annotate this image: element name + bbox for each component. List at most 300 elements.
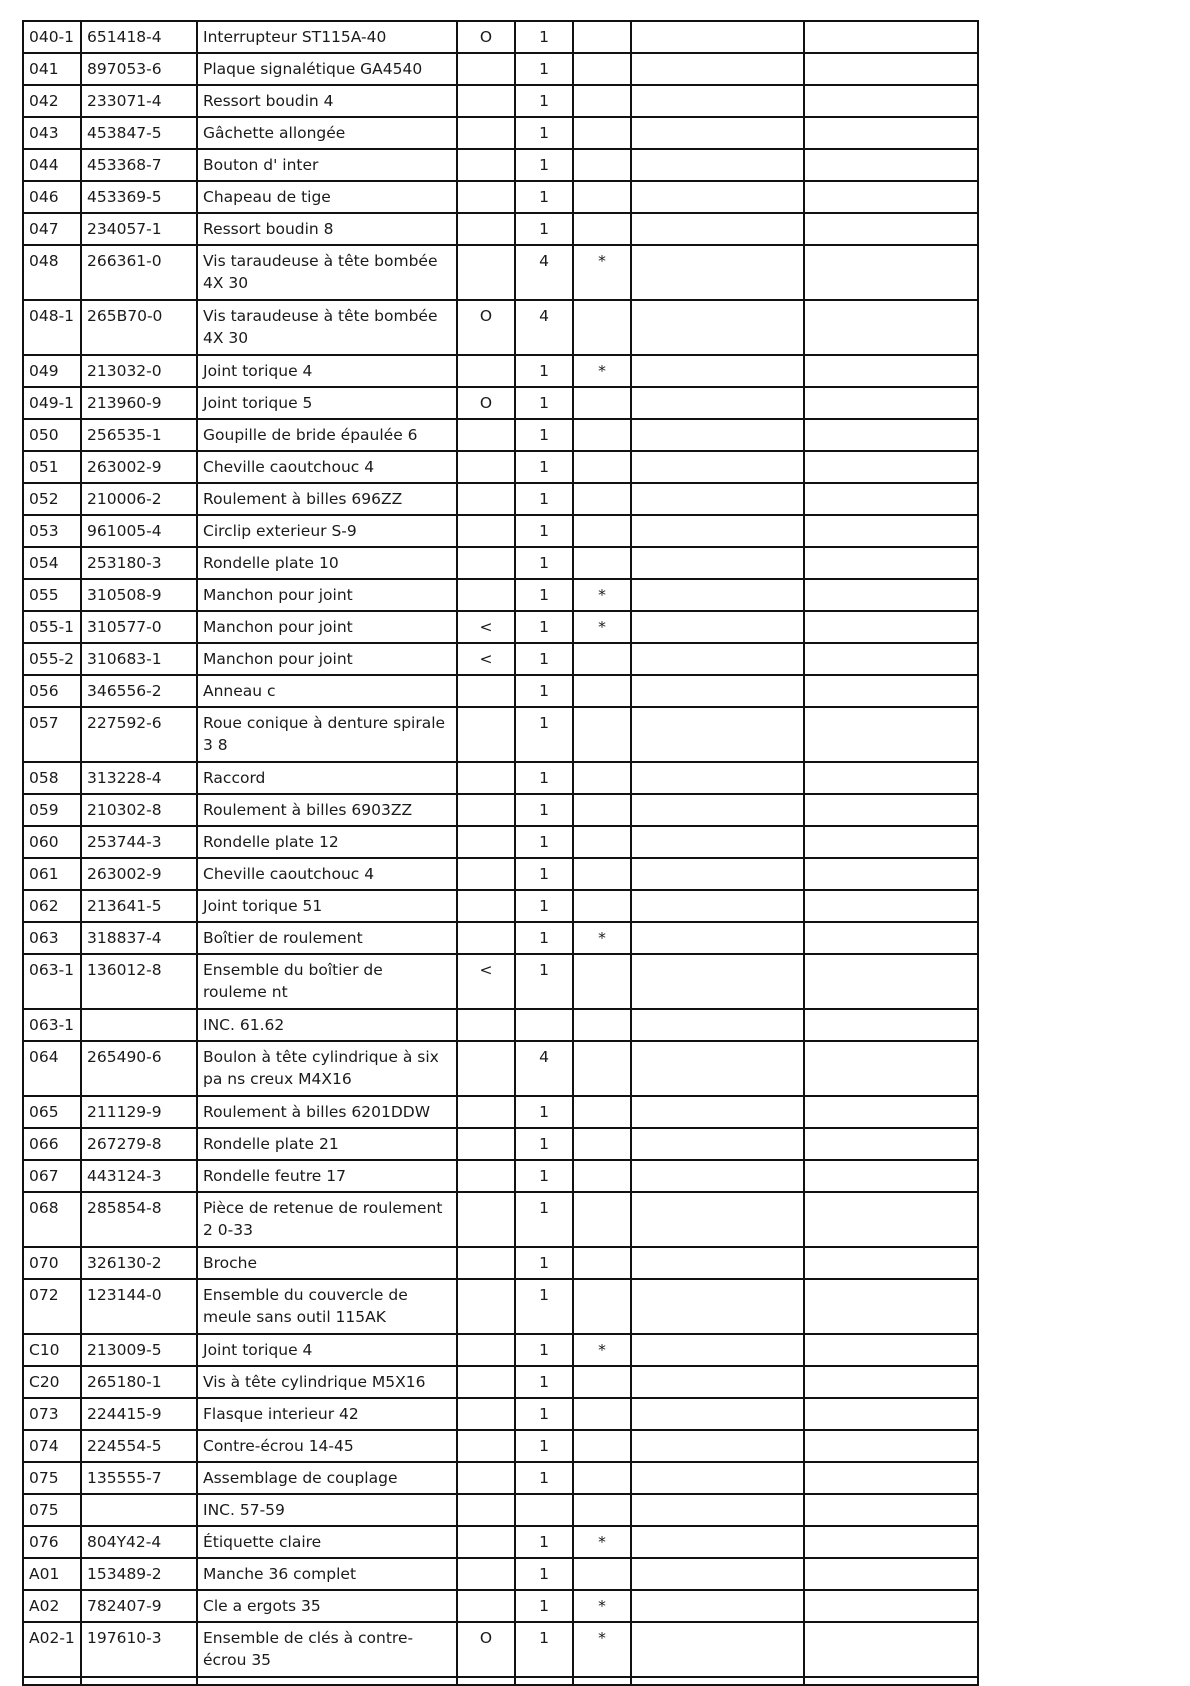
- empty-cell: [804, 858, 978, 890]
- quantity-cell: 1: [515, 858, 573, 890]
- ref-number-cell: 051: [23, 451, 81, 483]
- flag-cell: [457, 85, 515, 117]
- quantity-cell: 1: [515, 515, 573, 547]
- part-number-cell: 897053-6: [81, 53, 197, 85]
- table-row: [23, 1009, 978, 1041]
- empty-cell: [631, 53, 804, 85]
- flag-cell: [457, 451, 515, 483]
- part-number-cell: 123144-0: [81, 1279, 197, 1334]
- note-marker-cell: [573, 1279, 631, 1334]
- note-marker-cell: *: [573, 1590, 631, 1622]
- part-number-cell: 136012-8: [81, 954, 197, 1009]
- empty-cell: [804, 1334, 978, 1366]
- empty-cell: [804, 1398, 978, 1430]
- table-row: [23, 1590, 978, 1622]
- part-number-cell: 197610-3: [81, 1622, 197, 1677]
- table-row: [23, 547, 978, 579]
- quantity-cell: 1: [515, 922, 573, 954]
- flag-cell: [457, 826, 515, 858]
- note-marker-cell: *: [573, 611, 631, 643]
- part-number-cell: 233071-4: [81, 85, 197, 117]
- quantity-cell: 1: [515, 117, 573, 149]
- part-number-cell: 310577-0: [81, 611, 197, 643]
- empty-cell: [631, 890, 804, 922]
- note-marker-cell: *: [573, 1622, 631, 1677]
- empty-cell: [631, 922, 804, 954]
- part-number-cell: 263002-9: [81, 858, 197, 890]
- description-cell: Rondelle plate 10: [197, 547, 457, 579]
- empty-cell: [804, 53, 978, 85]
- ref-number-cell: 049-1: [23, 387, 81, 419]
- note-marker-cell: *: [573, 579, 631, 611]
- ref-number-cell: 043: [23, 117, 81, 149]
- quantity-cell: 1: [515, 1160, 573, 1192]
- description-cell: Manchon pour joint: [197, 579, 457, 611]
- ref-number-cell: 052: [23, 483, 81, 515]
- table-row: [23, 826, 978, 858]
- ref-number-cell: 067: [23, 1160, 81, 1192]
- note-marker-cell: [573, 643, 631, 675]
- note-marker-cell: [573, 890, 631, 922]
- table-row: [23, 1334, 978, 1366]
- empty-cell: [804, 890, 978, 922]
- note-marker-cell: [573, 762, 631, 794]
- flag-cell: [457, 1096, 515, 1128]
- note-marker-cell: *: [573, 922, 631, 954]
- quantity-cell: 1: [515, 1192, 573, 1247]
- part-number-cell: 253744-3: [81, 826, 197, 858]
- empty-cell: [804, 1526, 978, 1558]
- empty-cell: [631, 451, 804, 483]
- empty-cell: [631, 300, 804, 355]
- part-number-cell: 265490-6: [81, 1041, 197, 1096]
- flag-cell: [457, 1558, 515, 1590]
- description-cell: Anneau c: [197, 675, 457, 707]
- flag-cell: [457, 1462, 515, 1494]
- ref-number-cell: 055: [23, 579, 81, 611]
- table-row: [23, 53, 978, 85]
- description-cell: Bouton d' inter: [197, 149, 457, 181]
- flag-cell: [457, 890, 515, 922]
- part-number-cell: 346556-2: [81, 675, 197, 707]
- part-number-cell: 211129-9: [81, 1096, 197, 1128]
- note-marker-cell: [573, 451, 631, 483]
- table-row: [23, 858, 978, 890]
- flag-cell: [457, 1192, 515, 1247]
- note-marker-cell: [573, 1462, 631, 1494]
- empty-cell: [631, 1160, 804, 1192]
- part-number-cell: 213641-5: [81, 890, 197, 922]
- part-number-cell: 224554-5: [81, 1430, 197, 1462]
- ref-number-cell: 044: [23, 149, 81, 181]
- empty-cell: [631, 355, 804, 387]
- table-row: [23, 1096, 978, 1128]
- empty-cell: [804, 1622, 978, 1677]
- table-row: [23, 1041, 978, 1096]
- table-row: [23, 611, 978, 643]
- quantity-cell: 1: [515, 1590, 573, 1622]
- flag-cell: [457, 1677, 515, 1685]
- empty-cell: [631, 1334, 804, 1366]
- part-number-cell: 326130-2: [81, 1247, 197, 1279]
- description-cell: Goupille de bride épaulée 6: [197, 419, 457, 451]
- table-row: [23, 213, 978, 245]
- description-cell: Ensemble de clés à contre-écrou 35: [197, 1622, 457, 1677]
- flag-cell: [457, 181, 515, 213]
- description-cell: Circlip exterieur S-9: [197, 515, 457, 547]
- table-row: [23, 922, 978, 954]
- quantity-cell: 1: [515, 181, 573, 213]
- part-number-cell: 267279-8: [81, 1128, 197, 1160]
- description-cell: INC. 61.62: [197, 1009, 457, 1041]
- ref-number-cell: 049: [23, 355, 81, 387]
- table-row: [23, 579, 978, 611]
- table-row: [23, 1430, 978, 1462]
- part-number-cell: 453368-7: [81, 149, 197, 181]
- flag-cell: [457, 419, 515, 451]
- empty-cell: [631, 762, 804, 794]
- flag-cell: [457, 515, 515, 547]
- flag-cell: [457, 1041, 515, 1096]
- note-marker-cell: [573, 1677, 631, 1685]
- note-marker-cell: [573, 1041, 631, 1096]
- parts-table-body: [23, 21, 978, 1685]
- note-marker-cell: [573, 387, 631, 419]
- description-cell: Chapeau de tige: [197, 181, 457, 213]
- ref-number-cell: 055-2: [23, 643, 81, 675]
- empty-cell: [804, 1558, 978, 1590]
- flag-cell: <: [457, 643, 515, 675]
- empty-cell: [631, 181, 804, 213]
- note-marker-cell: *: [573, 1526, 631, 1558]
- quantity-cell: 1: [515, 1279, 573, 1334]
- ref-number-cell: A02-1: [23, 1622, 81, 1677]
- quantity-cell: 4: [515, 300, 573, 355]
- ref-number-cell: 060: [23, 826, 81, 858]
- part-number-cell: 224415-9: [81, 1398, 197, 1430]
- quantity-cell: 1: [515, 794, 573, 826]
- table-row: [23, 387, 978, 419]
- description-cell: Manchon pour joint: [197, 643, 457, 675]
- part-number-cell: 263002-9: [81, 451, 197, 483]
- empty-cell: [804, 181, 978, 213]
- table-row: [23, 181, 978, 213]
- empty-cell: [804, 1462, 978, 1494]
- empty-cell: [804, 922, 978, 954]
- quantity-cell: 1: [515, 547, 573, 579]
- empty-cell: [631, 675, 804, 707]
- flag-cell: [457, 1247, 515, 1279]
- flag-cell: O: [457, 21, 515, 53]
- flag-cell: [457, 213, 515, 245]
- description-cell: Cle a ergots 35: [197, 1590, 457, 1622]
- quantity-cell: 1: [515, 21, 573, 53]
- quantity-cell: 4: [515, 245, 573, 300]
- description-cell: INC. 57-59: [197, 1494, 457, 1526]
- empty-cell: [631, 483, 804, 515]
- empty-cell: [631, 547, 804, 579]
- note-marker-cell: [573, 1009, 631, 1041]
- description-cell: Vis taraudeuse à tête bombée 4X 30: [197, 300, 457, 355]
- empty-cell: [804, 579, 978, 611]
- flag-cell: [457, 1494, 515, 1526]
- empty-cell: [631, 1494, 804, 1526]
- empty-cell: [804, 213, 978, 245]
- empty-cell: [804, 483, 978, 515]
- table-row: [23, 1677, 978, 1685]
- quantity-cell: 1: [515, 643, 573, 675]
- note-marker-cell: *: [573, 355, 631, 387]
- note-marker-cell: [573, 515, 631, 547]
- empty-cell: [804, 1430, 978, 1462]
- flag-cell: O: [457, 300, 515, 355]
- table-row: [23, 707, 978, 762]
- note-marker-cell: [573, 858, 631, 890]
- empty-cell: [631, 826, 804, 858]
- table-row: [23, 419, 978, 451]
- description-cell: Contre-écrou 14-45: [197, 1430, 457, 1462]
- ref-number-cell: 062: [23, 890, 81, 922]
- empty-cell: [804, 1160, 978, 1192]
- empty-cell: [631, 1622, 804, 1677]
- empty-cell: [631, 245, 804, 300]
- part-number-cell: 804Y42-4: [81, 1526, 197, 1558]
- part-number-cell: 227592-6: [81, 707, 197, 762]
- ref-number-cell: 075: [23, 1494, 81, 1526]
- flag-cell: [457, 675, 515, 707]
- quantity-cell: 1: [515, 1366, 573, 1398]
- flag-cell: O: [457, 1622, 515, 1677]
- ref-number-cell: 058: [23, 762, 81, 794]
- note-marker-cell: [573, 149, 631, 181]
- ref-number-cell: 064: [23, 1041, 81, 1096]
- quantity-cell: 1: [515, 1128, 573, 1160]
- flag-cell: [457, 1279, 515, 1334]
- ref-number-cell: 054: [23, 547, 81, 579]
- part-number-cell: 285854-8: [81, 1192, 197, 1247]
- note-marker-cell: [573, 707, 631, 762]
- note-marker-cell: [573, 954, 631, 1009]
- empty-cell: [631, 1590, 804, 1622]
- flag-cell: [457, 1526, 515, 1558]
- ref-number-cell: 048: [23, 245, 81, 300]
- description-cell: Rondelle plate 21: [197, 1128, 457, 1160]
- note-marker-cell: [573, 794, 631, 826]
- flag-cell: [457, 794, 515, 826]
- ref-number-cell: 072: [23, 1279, 81, 1334]
- flag-cell: [457, 53, 515, 85]
- empty-cell: [631, 515, 804, 547]
- note-marker-cell: [573, 1430, 631, 1462]
- note-marker-cell: [573, 675, 631, 707]
- ref-number-cell: 041: [23, 53, 81, 85]
- description-cell: Boîtier de roulement: [197, 922, 457, 954]
- part-number-cell: 313228-4: [81, 762, 197, 794]
- part-number-cell: 210006-2: [81, 483, 197, 515]
- description-cell: Interrupteur ST115A-40: [197, 21, 457, 53]
- empty-cell: [631, 1398, 804, 1430]
- flag-cell: [457, 355, 515, 387]
- table-row: [23, 149, 978, 181]
- description-cell: Joint torique 51: [197, 890, 457, 922]
- ref-number-cell: A02: [23, 1590, 81, 1622]
- part-number-cell: 265180-1: [81, 1366, 197, 1398]
- note-marker-cell: *: [573, 1334, 631, 1366]
- flag-cell: [457, 117, 515, 149]
- note-marker-cell: [573, 1160, 631, 1192]
- empty-cell: [804, 762, 978, 794]
- table-row: [23, 890, 978, 922]
- table-row: [23, 762, 978, 794]
- empty-cell: [631, 149, 804, 181]
- flag-cell: [457, 1334, 515, 1366]
- description-cell: Ressort boudin 8: [197, 213, 457, 245]
- table-row: [23, 117, 978, 149]
- description-cell: Broche: [197, 1247, 457, 1279]
- description-cell: Ressort boudin 4: [197, 85, 457, 117]
- note-marker-cell: [573, 85, 631, 117]
- part-number-cell: 310683-1: [81, 643, 197, 675]
- ref-number-cell: 063-1: [23, 1009, 81, 1041]
- part-number-cell: 310508-9: [81, 579, 197, 611]
- note-marker-cell: [573, 213, 631, 245]
- table-row: [23, 794, 978, 826]
- flag-cell: [457, 1009, 515, 1041]
- quantity-cell: 1: [515, 1430, 573, 1462]
- part-number-cell: 213032-0: [81, 355, 197, 387]
- part-number-cell: 961005-4: [81, 515, 197, 547]
- table-row: [23, 451, 978, 483]
- ref-number-cell: 074: [23, 1430, 81, 1462]
- empty-cell: [631, 213, 804, 245]
- part-number-cell: 213009-5: [81, 1334, 197, 1366]
- empty-cell: [631, 1041, 804, 1096]
- quantity-cell: [515, 1009, 573, 1041]
- empty-cell: [631, 21, 804, 53]
- note-marker-cell: [573, 1247, 631, 1279]
- description-cell: Roulement à billes 696ZZ: [197, 483, 457, 515]
- empty-cell: [804, 1366, 978, 1398]
- ref-number-cell: 042: [23, 85, 81, 117]
- part-number-cell: 266361-0: [81, 245, 197, 300]
- description-cell: Cheville caoutchouc 4: [197, 858, 457, 890]
- empty-cell: [631, 858, 804, 890]
- empty-cell: [631, 643, 804, 675]
- flag-cell: [457, 483, 515, 515]
- table-row: [23, 355, 978, 387]
- empty-cell: [631, 419, 804, 451]
- part-number-cell: [81, 1009, 197, 1041]
- description-cell: Roulement à billes 6201DDW: [197, 1096, 457, 1128]
- flag-cell: [457, 245, 515, 300]
- empty-cell: [804, 643, 978, 675]
- note-marker-cell: [573, 1398, 631, 1430]
- ref-number-cell: 065: [23, 1096, 81, 1128]
- empty-cell: [631, 707, 804, 762]
- empty-cell: [631, 1192, 804, 1247]
- empty-cell: [804, 245, 978, 300]
- flag-cell: [457, 707, 515, 762]
- empty-cell: [804, 1677, 978, 1685]
- description-cell: Assemblage de couplage: [197, 1462, 457, 1494]
- table-row: [23, 1279, 978, 1334]
- ref-number-cell: 066: [23, 1128, 81, 1160]
- empty-cell: [631, 117, 804, 149]
- table-row: [23, 1192, 978, 1247]
- quantity-cell: 1: [515, 1622, 573, 1677]
- description-cell: Vis à tête cylindrique M5X16: [197, 1366, 457, 1398]
- quantity-cell: 1: [515, 387, 573, 419]
- quantity-cell: 1: [515, 890, 573, 922]
- quantity-cell: 1: [515, 213, 573, 245]
- description-cell: Ensemble du boîtier de rouleme nt: [197, 954, 457, 1009]
- empty-cell: [804, 355, 978, 387]
- parts-list-page: [22, 20, 977, 1686]
- table-row: [23, 1398, 978, 1430]
- description-cell: Ensemble du couvercle de meule sans outil 115AK: [197, 1279, 457, 1334]
- ref-number-cell: A01: [23, 1558, 81, 1590]
- table-row: [23, 1558, 978, 1590]
- description-cell: Roulement à billes 6903ZZ: [197, 794, 457, 826]
- ref-number-cell: 061: [23, 858, 81, 890]
- empty-cell: [804, 794, 978, 826]
- quantity-cell: 1: [515, 1558, 573, 1590]
- note-marker-cell: [573, 1096, 631, 1128]
- flag-cell: [457, 1128, 515, 1160]
- table-row: [23, 85, 978, 117]
- note-marker-cell: *: [573, 245, 631, 300]
- table-row: [23, 1247, 978, 1279]
- empty-cell: [631, 794, 804, 826]
- ref-number-cell: 055-1: [23, 611, 81, 643]
- part-number-cell: 453369-5: [81, 181, 197, 213]
- description-cell: Manchon pour joint: [197, 611, 457, 643]
- empty-cell: [804, 515, 978, 547]
- table-row: [23, 515, 978, 547]
- flag-cell: [457, 1430, 515, 1462]
- note-marker-cell: [573, 1366, 631, 1398]
- ref-number-cell: 075: [23, 1462, 81, 1494]
- table-row: [23, 1622, 978, 1677]
- quantity-cell: 1: [515, 707, 573, 762]
- description-cell: Manche 36 complet: [197, 1558, 457, 1590]
- description-cell: Roue conique à denture spirale 3 8: [197, 707, 457, 762]
- empty-cell: [804, 85, 978, 117]
- ref-number-cell: 053: [23, 515, 81, 547]
- note-marker-cell: [573, 1128, 631, 1160]
- empty-cell: [631, 1247, 804, 1279]
- empty-cell: [804, 954, 978, 1009]
- empty-cell: [804, 149, 978, 181]
- quantity-cell: 1: [515, 419, 573, 451]
- empty-cell: [631, 611, 804, 643]
- empty-cell: [631, 387, 804, 419]
- ref-number-cell: 040-1: [23, 21, 81, 53]
- description-cell: [197, 1677, 457, 1685]
- empty-cell: [804, 1009, 978, 1041]
- note-marker-cell: [573, 53, 631, 85]
- ref-number-cell: 063: [23, 922, 81, 954]
- table-row: [23, 675, 978, 707]
- ref-number-cell: 070: [23, 1247, 81, 1279]
- note-marker-cell: [573, 300, 631, 355]
- note-marker-cell: [573, 419, 631, 451]
- ref-number-cell: C10: [23, 1334, 81, 1366]
- empty-cell: [631, 1462, 804, 1494]
- quantity-cell: 1: [515, 451, 573, 483]
- description-cell: Joint torique 5: [197, 387, 457, 419]
- description-cell: Boulon à tête cylindrique à six pa ns creux M4X16: [197, 1041, 457, 1096]
